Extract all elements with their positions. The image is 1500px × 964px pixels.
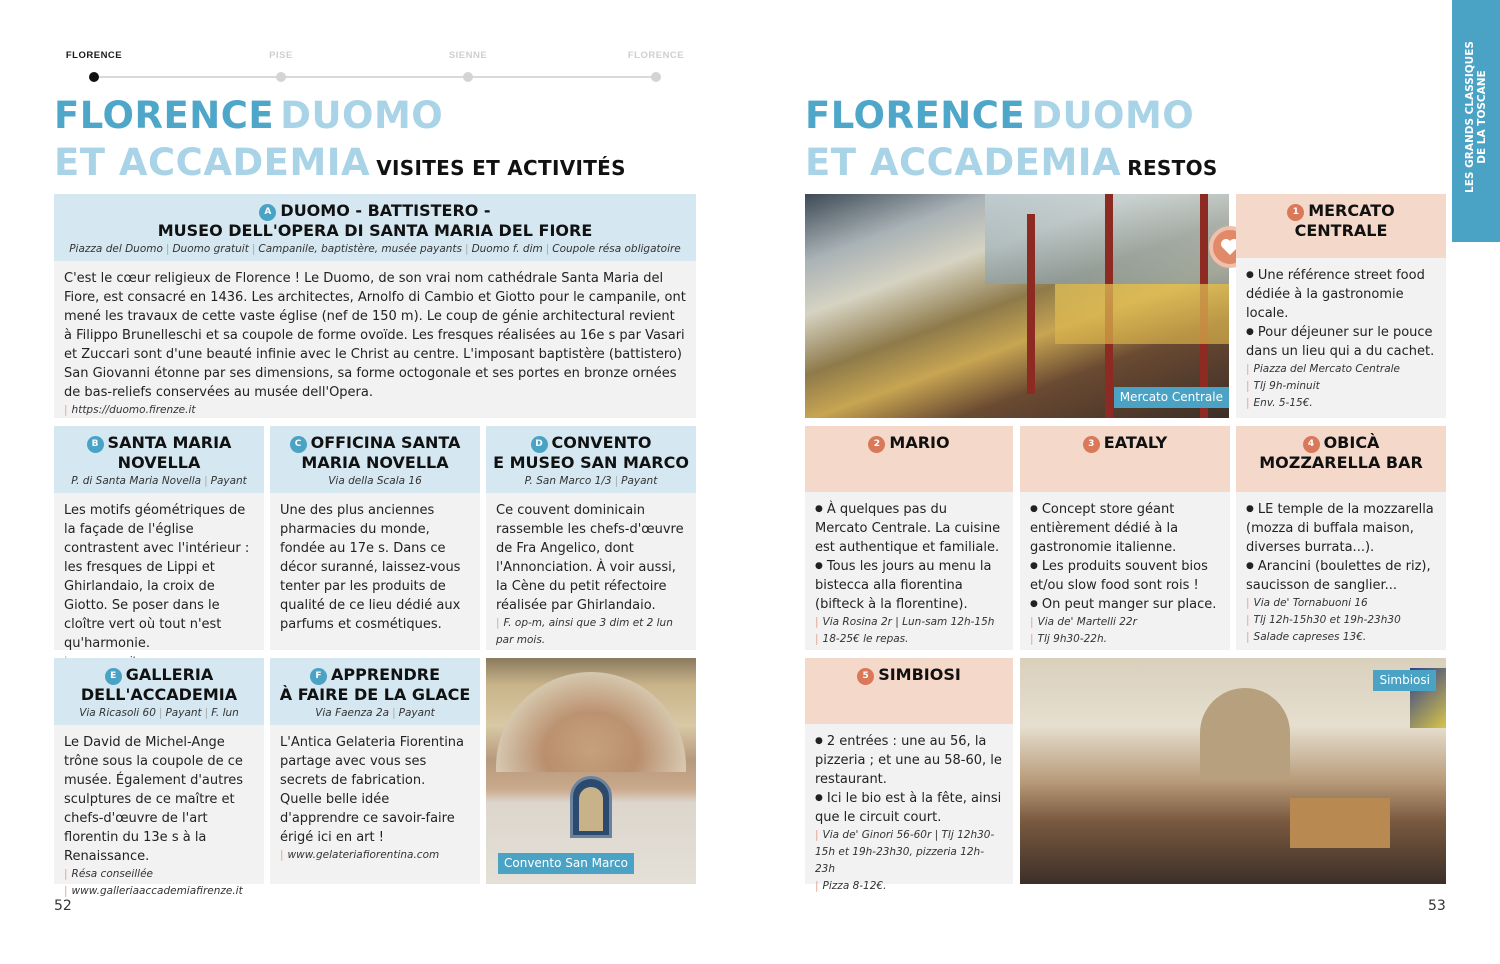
photo-mercato-centrale (805, 194, 1229, 418)
bullet-item: ● LE temple de la mozzarella (mozza di buffala maison, diverses burrata...). (1246, 500, 1436, 557)
card-info: Piazza del Duomo | Duomo gratuit | Campanile, baptistère, musée payants | Duomo f. dim | Coupole résa obligatoire (69, 243, 681, 255)
letter-badge: D (531, 436, 548, 453)
card-text: Ce couvent dominicain rassemble les chefs-d'œuvre de Fra Angelico, dont l'Annonciation. À voir aussi, la Cène du petit réfectoire réalisée par Ghirlandaio. (496, 503, 684, 613)
card-body (805, 724, 1013, 901)
card-header (270, 426, 480, 493)
card-info (274, 473, 476, 489)
photo-caption: Simbiosi (1373, 670, 1436, 691)
info-item: Via della Scala 16 (328, 475, 422, 487)
card-title-line2: MARIA NOVELLA (301, 453, 449, 472)
resto-card-mario (805, 426, 1013, 650)
number-badge: 4 (1303, 436, 1320, 453)
side-tab-line1: LES GRANDS CLASSIQUES (1464, 41, 1476, 193)
letter-badge: F (310, 668, 327, 685)
card-body (486, 493, 696, 655)
card-title: SIMBIOSI (878, 665, 961, 684)
letter-badge: B (87, 436, 104, 453)
card-title: MERCATO (1308, 201, 1395, 220)
card-body (270, 493, 480, 640)
bullet-item: ● Arancini (boulettes de riz), saucisson de sanglier... (1246, 557, 1436, 595)
card-link[interactable]: | www.gelateriafiorentina.com (280, 847, 470, 864)
bullet-item: ● Concept store géant entièrement dédié à la gastronomie italienne. (1030, 500, 1220, 557)
itinerary-progress (54, 50, 694, 86)
section-title: VISITES ET ACTIVITÉS (376, 156, 626, 180)
bullet-item: ● Les produits souvent bios et/ou slow food sont rois ! (1030, 557, 1220, 595)
info-item: Campanile, baptistère, musée payants (258, 243, 463, 255)
info-item: Payant (398, 707, 435, 719)
info-item: Payant (165, 707, 202, 719)
card-info: P. San Marco 1/3 | Payant (524, 475, 658, 487)
bullet-item: ● Une référence street food dédiée à la gastronomie locale. (1246, 266, 1436, 323)
card-body (270, 725, 480, 870)
bullet-item: ● Pour déjeuner sur le pouce dans un lieu qui a du cachet. (1246, 323, 1436, 361)
card-body (54, 493, 264, 676)
card-text: Le David de Michel-Ange trône sous la coupole de ce musée. Également d'autres sculptures de ce maître et chefs-d'œuvre de l'art florentin du 13e s à la Renaissance. (64, 735, 244, 864)
visit-card-gelato (270, 658, 480, 884)
section-title: RESTOS (1127, 156, 1218, 180)
card-title: CONVENTO (551, 433, 652, 452)
card-text: Une des plus anciennes pharmacies du monde, fondée au 17e s. Dans ce décor suranné, laissez-vous tenter par les produits de qualité de ce lieu dédié aux parfums et cosmétiques. (280, 503, 461, 632)
hours-note: | Tlj 12h-15h30 et 19h-23h30 (1246, 612, 1436, 629)
card-title: OBICÀ (1323, 433, 1380, 452)
resto-card-obica (1236, 426, 1446, 650)
card-text: Les motifs géométriques de la façade de l'église contrastent avec l'intérieur : les fresques de Lippi et Ghirlandaio, la croix de Giotto. Se poser dans le cloître vert où tout n'est qu'harmonie. (64, 503, 250, 651)
card-body (805, 492, 1013, 654)
visit-card-officina (270, 426, 480, 650)
step-label: FLORENCE (627, 50, 685, 61)
step-label: SIENNE (448, 50, 488, 61)
card-info: Via Faenza 2a | Payant (315, 707, 435, 719)
hours-note: | Tlj 9h-minuit (1246, 378, 1436, 395)
info-item: Duomo f. dim (471, 243, 543, 255)
progress-step-florence (44, 50, 144, 82)
card-title: EATALY (1103, 433, 1168, 452)
visit-card-santa-maria-novella (54, 426, 264, 650)
food-stalls (1055, 284, 1229, 344)
page-number-left: 52 (54, 898, 72, 914)
fresco-lunette (496, 672, 686, 772)
card-title-line2: MUSEO DELL'OPERA DI SANTA MARIA DEL FIORE (157, 221, 593, 240)
card-info: Via Ricasoli 60 | Payant | F. lun (79, 707, 239, 719)
number-badge: 1 (1287, 204, 1304, 221)
card-header (1236, 194, 1446, 258)
letter-badge: A (259, 204, 276, 221)
info-item: Piazza del Duomo (69, 243, 163, 255)
chapter-side-tab[interactable] (1452, 0, 1500, 242)
iron-pillar (1027, 214, 1035, 394)
side-tab-label (1464, 32, 1488, 202)
card-header (1020, 426, 1230, 492)
info-item: Payant (210, 475, 247, 487)
card-title: OFFICINA SANTA (310, 433, 461, 452)
progress-step-pise (231, 50, 331, 82)
step-label: FLORENCE (65, 50, 123, 61)
hours-note: | Tlj 9h30-22h. (1030, 631, 1220, 648)
progress-step-sienne (418, 50, 518, 82)
card-header (54, 194, 696, 261)
resto-card-simbiosi (805, 658, 1013, 892)
photo-caption: Convento San Marco (498, 853, 634, 874)
step-dot-active (89, 72, 99, 82)
card-header (805, 658, 1013, 724)
info-item: Via Faenza 2a (315, 707, 390, 719)
card-title: GALLERIA (125, 665, 214, 684)
card-info: P. di Santa Maria Novella | Payant (71, 475, 247, 487)
title-area: DUOMO (280, 94, 444, 137)
card-note: | Résa conseillée (64, 866, 254, 883)
card-note: | F. op-m, ainsi que 3 dim et 2 lun par mois. (496, 615, 686, 649)
card-title: SANTA MARIA (107, 433, 232, 452)
price-note: | 18-25€ le repas. (815, 631, 1003, 648)
address-note: | Via de' Martelli 22r (1030, 614, 1220, 631)
photo-convento-san-marco (486, 658, 696, 884)
step-dot (276, 72, 286, 82)
info-item: F. lun (211, 707, 239, 719)
price-note: | Env. 5-15€. (1246, 395, 1436, 412)
number-badge: 5 (857, 668, 874, 685)
info-item: Duomo gratuit (172, 243, 249, 255)
card-link[interactable]: | www.galleriaaccademiafirenze.it (64, 883, 254, 900)
card-header (270, 658, 480, 725)
niche-shape (570, 776, 612, 838)
card-title-line2: MOZZARELLA BAR (1259, 453, 1423, 472)
number-badge: 3 (1083, 436, 1100, 453)
photo-simbiosi (1020, 658, 1446, 884)
card-body (1020, 492, 1230, 654)
title-area: DUOMO (1031, 94, 1195, 137)
info-item: Payant (621, 475, 658, 487)
bullet-item: ● À quelques pas du Mercato Centrale. La cuisine est authentique et familiale. (815, 500, 1003, 557)
step-dot (651, 72, 661, 82)
number-badge: 2 (868, 436, 885, 453)
visit-card-san-marco (486, 426, 696, 650)
card-title: APPRENDRE (330, 665, 440, 684)
page-title-right (805, 96, 1218, 190)
info-item: P. San Marco 1/3 (524, 475, 612, 487)
title-area-line2: ET ACCADEMIA (805, 141, 1122, 184)
card-title-line2: DELL'ACCADEMIA (80, 685, 238, 704)
pizza-oven (1200, 688, 1290, 778)
card-link[interactable]: | https://duomo.firenze.it (64, 402, 686, 419)
side-tab-line2: DE LA TOSCANE (1476, 70, 1488, 164)
step-dot (463, 72, 473, 82)
progress-step-florence-end (606, 50, 706, 82)
page-number-right: 53 (1428, 898, 1446, 914)
address-note: | Piazza del Mercato Centrale (1246, 361, 1436, 378)
card-header (805, 426, 1013, 492)
address-note: | Via Rosina 2r | Lun-sam 12h-15h (815, 614, 1003, 631)
step-label: PISE (269, 50, 293, 61)
price-note: | Pizza 8-12€. (815, 878, 1003, 895)
card-title-line2: E MUSEO SAN MARCO (493, 453, 689, 472)
bullet-item: ● 2 entrées : une au 56, la pizzeria ; et une au 58-60, le restaurant. (815, 732, 1003, 789)
card-title-line2: À FAIRE DE LA GLACE (279, 685, 471, 704)
resto-card-mercato-centrale (1236, 194, 1446, 418)
info-item: Via Ricasoli 60 (79, 707, 156, 719)
visit-card-duomo (54, 194, 696, 418)
visit-card-accademia (54, 658, 264, 897)
card-title-line2: CENTRALE (1294, 221, 1388, 240)
bullet-item: ● On peut manger sur place. (1030, 595, 1220, 614)
card-header (54, 658, 264, 725)
letter-badge: E (105, 668, 122, 685)
card-body (1236, 492, 1446, 652)
address-hours-note: | Via de' Ginori 56-60r | Tlj 12h30-15h et 19h-23h30, pizzeria 12h-23h (815, 827, 1003, 878)
progress-line (94, 76, 656, 78)
card-header (54, 426, 264, 493)
wooden-table (1290, 798, 1390, 848)
card-header (1236, 426, 1446, 492)
resto-card-eataly (1020, 426, 1230, 650)
photo-caption: Mercato Centrale (1114, 387, 1229, 408)
card-text: L'Antica Gelateria Fiorentina partage avec vous ses secrets de fabrication. Quelle belle idée d'apprendre ce savoir-faire érigé ici en art ! (280, 735, 465, 845)
title-area-line2: ET ACCADEMIA (54, 141, 371, 184)
card-body (1236, 258, 1446, 418)
info-item: P. di Santa Maria Novella (71, 475, 202, 487)
price-note: | Salade capreses 13€. (1246, 629, 1436, 646)
address-note: | Via de' Tornabuoni 16 (1246, 595, 1436, 612)
card-body (54, 725, 264, 906)
card-header (486, 426, 696, 493)
bullet-item: ● Tous les jours au menu la bistecca alla fiorentina (bifteck à la florentine). (815, 557, 1003, 614)
page-title-left (54, 96, 626, 190)
card-body (54, 261, 696, 425)
card-title: DUOMO - BATTISTERO - (280, 201, 491, 220)
title-city: FLORENCE (54, 94, 275, 137)
card-text: C'est le cœur religieux de Florence ! Le Duomo, de son vrai nom cathédrale Santa Maria del Fiore, est consacré en 1436. Les architectes, Arnolfo di Cambio et Giotto pour le campanile, ont mené les travaux de cette vaste église (nef de 150 m). Le coup de génie architectural revient à Filippo Brunelleschi et sa coupole de forme ovoïde. Les fresques réalisées au 16e s par Vasari et Zuccari sont d'une beauté infinie avec le Christ au centre. L'imposant baptistère (battistero) San Giovanni étonne par ses dimensions, sa forme octogonale et ses portes en bronze ornées de bas-reliefs conservées au musée dell'Opera. (64, 271, 686, 400)
info-item: Coupole résa obligatoire (552, 243, 681, 255)
title-city: FLORENCE (805, 94, 1026, 137)
card-title: MARIO (889, 433, 950, 452)
card-title-line2: NOVELLA (117, 453, 201, 472)
bullet-item: ● Ici le bio est à la fête, ainsi que le circuit court. (815, 789, 1003, 827)
letter-badge: C (290, 436, 307, 453)
